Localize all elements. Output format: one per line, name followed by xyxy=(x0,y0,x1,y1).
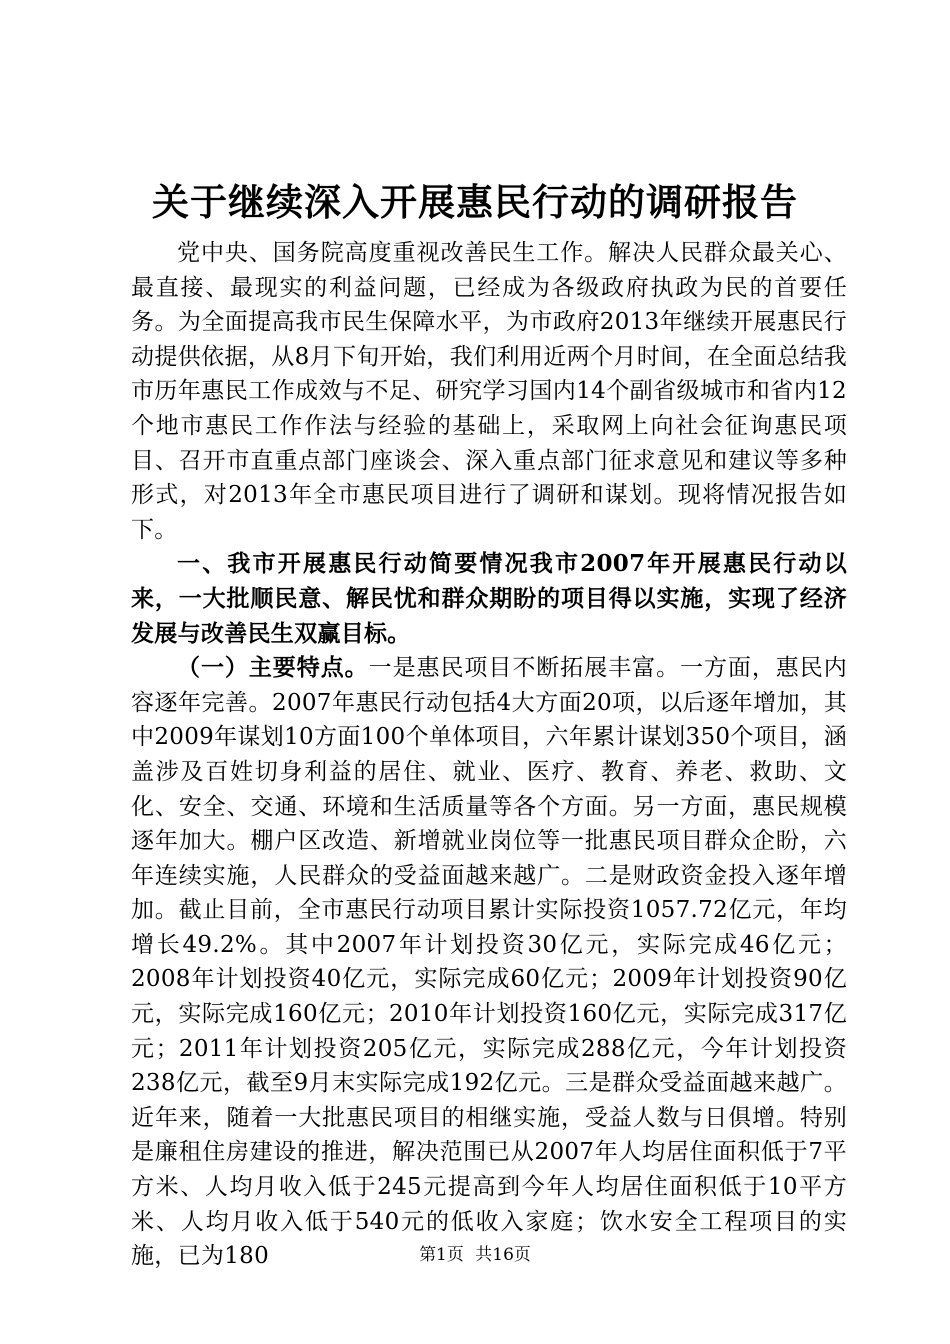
paragraph-intro: 党中央、国务院高度重视改善民生工作。解决人民群众最关心、最直接、最现实的利益问题，已经成为各级政府执政为民的首要任务。为全面提高我市民生保障水平，为市政府2013年继续开展惠民行动提供依据，从8月下旬开始，我们利用近两个月时间，在全面总结我市历年惠民工作成效与不足、研究学习国内14个副省级城市和省内12个地市惠民工作作法与经验的基础上，采取网上向社会征询惠民项目、召开市直重点部门座谈会、深入重点部门征求意见和建议等多种形式，对2013年全市惠民项目进行了调研和谋划。现将情况报告如下。 xyxy=(131,240,847,543)
paragraph-main-features xyxy=(131,651,847,1274)
subsection-heading: （一）主要特点。 xyxy=(177,654,369,682)
paragraph-main-features-text: 一是惠民项目不断拓展丰富。一方面，惠民内容逐年完善。2007年惠民行动包括4大方面20项，以后逐年增加，其中2009年谋划10方面100个单体项目，六年累计谋划350个项目，涵盖涉及百姓切身利益的居住、就业、医疗、教育、养老、救助、文化、安全、交通、环境和生活质量等各个方面。另一方面，惠民规模逐年加大。棚户区改造、新增就业岗位等一批惠民项目群众企盼，六年连续实施，人民群众的受益面越来越广。二是财政资金投入逐年增加。截止目前，全市惠民行动项目累计实际投资1057.72亿元，年均增长49.2%。其中2007年计划投资30亿元，实际完成46亿元；2008年计划投资40亿元，实际完成60亿元；2009年计划投资90亿元，实际完成160亿元；2010年计划投资160亿元，实际完成317亿元；2011年计划投资205亿元，实际完成288亿元，今年计划投资238亿元，截至9月末实际完成192亿元。三是群众受益面越来越广。近年来，随着一大批惠民项目的相继实施，受益人数与日俱增。特别是廉租住房建设的推进，解决范围已从2007年人均居住面积低于7平方米、人均月收入低于245元提高到今年人均居住面积低于10平方米、人均月收入低于540元的低收入家庭；饮水安全工程项目的实施，已为180 xyxy=(131,655,848,1270)
document-body xyxy=(131,236,847,1274)
page-total: 共16页 xyxy=(475,1245,531,1265)
section-heading-1: 一、我市开展惠民行动简要情况我市2007年开展惠民行动以来，一大批顺民意、解民忧和群众期盼的项目得以实施，实现了经济发展与改善民生双赢目标。 xyxy=(131,550,847,647)
page-footer xyxy=(0,1244,950,1266)
document-title: 关于继续深入开展惠民行动的调研报告 xyxy=(152,180,798,224)
page-number: 第1页 xyxy=(419,1245,464,1265)
